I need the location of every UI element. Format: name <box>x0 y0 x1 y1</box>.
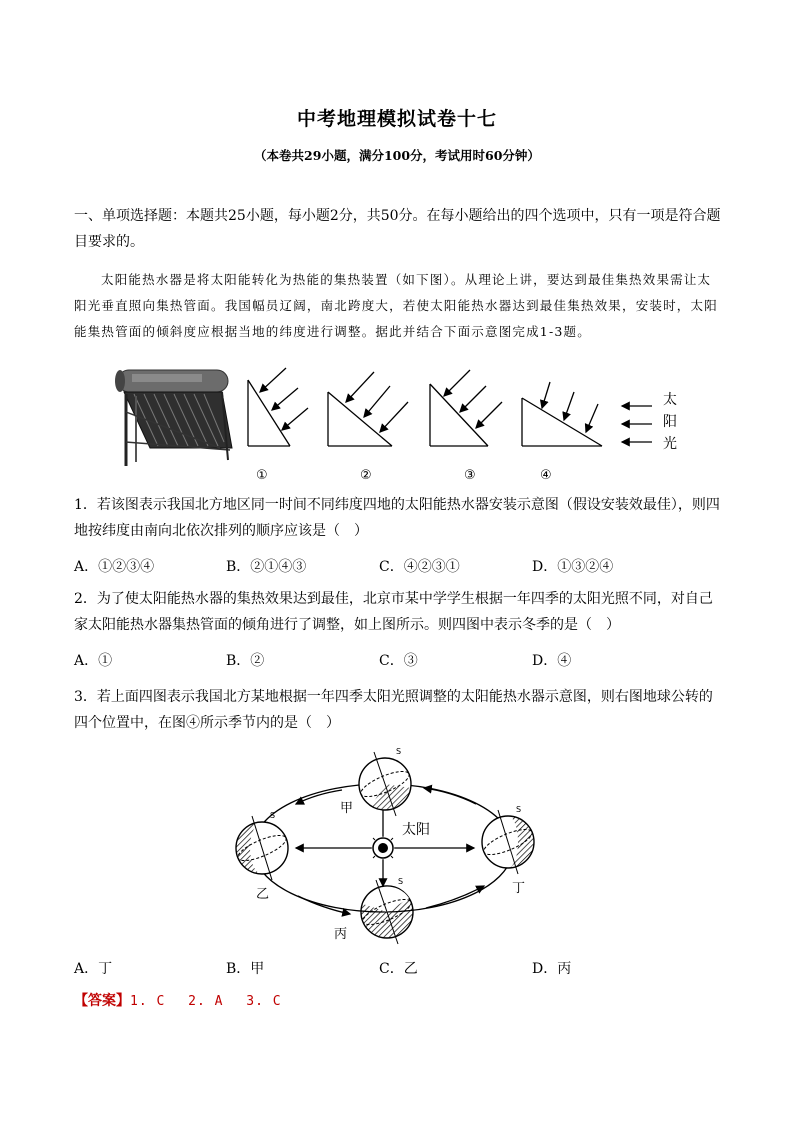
panel-diagram-2 <box>328 372 408 446</box>
position-label-yi: 乙 <box>256 887 270 902</box>
question-2-option-a[interactable]: A．① <box>74 653 113 669</box>
panel-diagram-1 <box>248 368 308 446</box>
svg-text:S: S <box>398 877 404 886</box>
solar-water-heater-image <box>115 370 232 466</box>
earth-position-ding <box>481 805 535 874</box>
intro-paragraph: 太阳能热水器是将太阳能转化为热能的集热装置（如下图）。从理论上讲，要达到最佳集热效果需让太阳光垂直照向集热管面。我国幅员辽阔，南北跨度大，若使太阳能热水器达到最佳集热效果，安装时，太阳能集热管面的倾斜度应根据当地的纬度进行调整。据此并结合下面示意图完成1-3题。 <box>74 272 718 339</box>
position-label-jia: 甲 <box>340 801 354 816</box>
earth-orbit-figure <box>226 738 556 948</box>
panel-label-3: ③ <box>464 468 476 483</box>
question-3-stem: 3．若上面四图表示我国北方某地根据一年四季太阳光照调整的太阳能热水器示意图，则右图地球公转的四个位置中，在图④所示季节内的是（ ） <box>74 689 713 731</box>
question-2-stem: 2．为了使太阳能热水器的集热效果达到最佳，北京市某中学学生根据一年四季的太阳光照不同，对自己家太阳能热水器集热管面的倾角进行了调整，如上图所示。则四图中表示冬季的是（ ） <box>74 591 713 633</box>
answer-line <box>74 988 282 1015</box>
question-1-stem: 1．若该图表示我国北方地区同一时间不同纬度四地的太阳能热水器安装示意图（假设安装效最佳），则四地按纬度由南向北依次排列的顺序应该是（ ） <box>74 497 720 539</box>
panel-diagram-4 <box>522 382 602 446</box>
question-2-option-c[interactable]: C．③ <box>379 653 418 669</box>
sun-label: 太阳 <box>402 822 430 838</box>
panel-label-1: ① <box>256 468 268 483</box>
question-1-option-a[interactable]: A．①②③④ <box>74 559 155 575</box>
panel-label-4: ④ <box>540 468 552 483</box>
question-3-options <box>74 956 724 982</box>
panel-diagram-3 <box>430 370 502 446</box>
section-heading: 一、单项选择题：本题共25小题，每小题2分，共50分。在每小题给出的四个选项中，只有一项是符合题目要求的。 <box>74 208 721 250</box>
sunlight-label-1: 太 <box>663 392 677 408</box>
svg-text:S: S <box>396 747 402 756</box>
earth-position-jia <box>358 747 412 816</box>
question-3-option-d[interactable]: D．丙 <box>532 961 572 977</box>
solar-heater-figure <box>110 362 690 488</box>
answer-tag: 【答案】 <box>74 993 130 1009</box>
sunlight-label-3: 光 <box>663 436 677 452</box>
question-1-options <box>74 554 724 580</box>
page-subtitle: （本卷共29小题，满分100分，考试用时60分钟） <box>254 148 540 163</box>
answer-value: 1. C 2. A 3. C <box>130 994 282 1009</box>
question-3-option-a[interactable]: A．丁 <box>74 961 113 977</box>
position-label-bing: 丙 <box>334 927 348 942</box>
question-1-option-c[interactable]: C．④②③① <box>379 559 460 575</box>
sunlight-arrows <box>622 406 652 442</box>
sun-icon <box>369 834 397 862</box>
question-1-option-d[interactable]: D．①③②④ <box>532 559 614 575</box>
earth-position-bing <box>360 877 414 944</box>
question-2-options <box>74 648 724 674</box>
panel-label-2: ② <box>360 468 372 483</box>
question-2-option-b[interactable]: B．② <box>226 653 265 669</box>
svg-text:S: S <box>270 811 276 820</box>
sunlight-label-2: 阳 <box>663 414 677 430</box>
svg-text:S: S <box>516 805 522 814</box>
question-3-option-b[interactable]: B．甲 <box>226 961 265 977</box>
page-title: 中考地理模拟试卷十七 <box>296 108 497 130</box>
question-1-option-b[interactable]: B．②①④③ <box>226 559 307 575</box>
position-label-ding: 丁 <box>512 881 526 896</box>
earth-position-yi <box>235 811 289 880</box>
question-2-option-d[interactable]: D．④ <box>532 653 572 669</box>
question-3-option-c[interactable]: C．乙 <box>379 961 418 977</box>
